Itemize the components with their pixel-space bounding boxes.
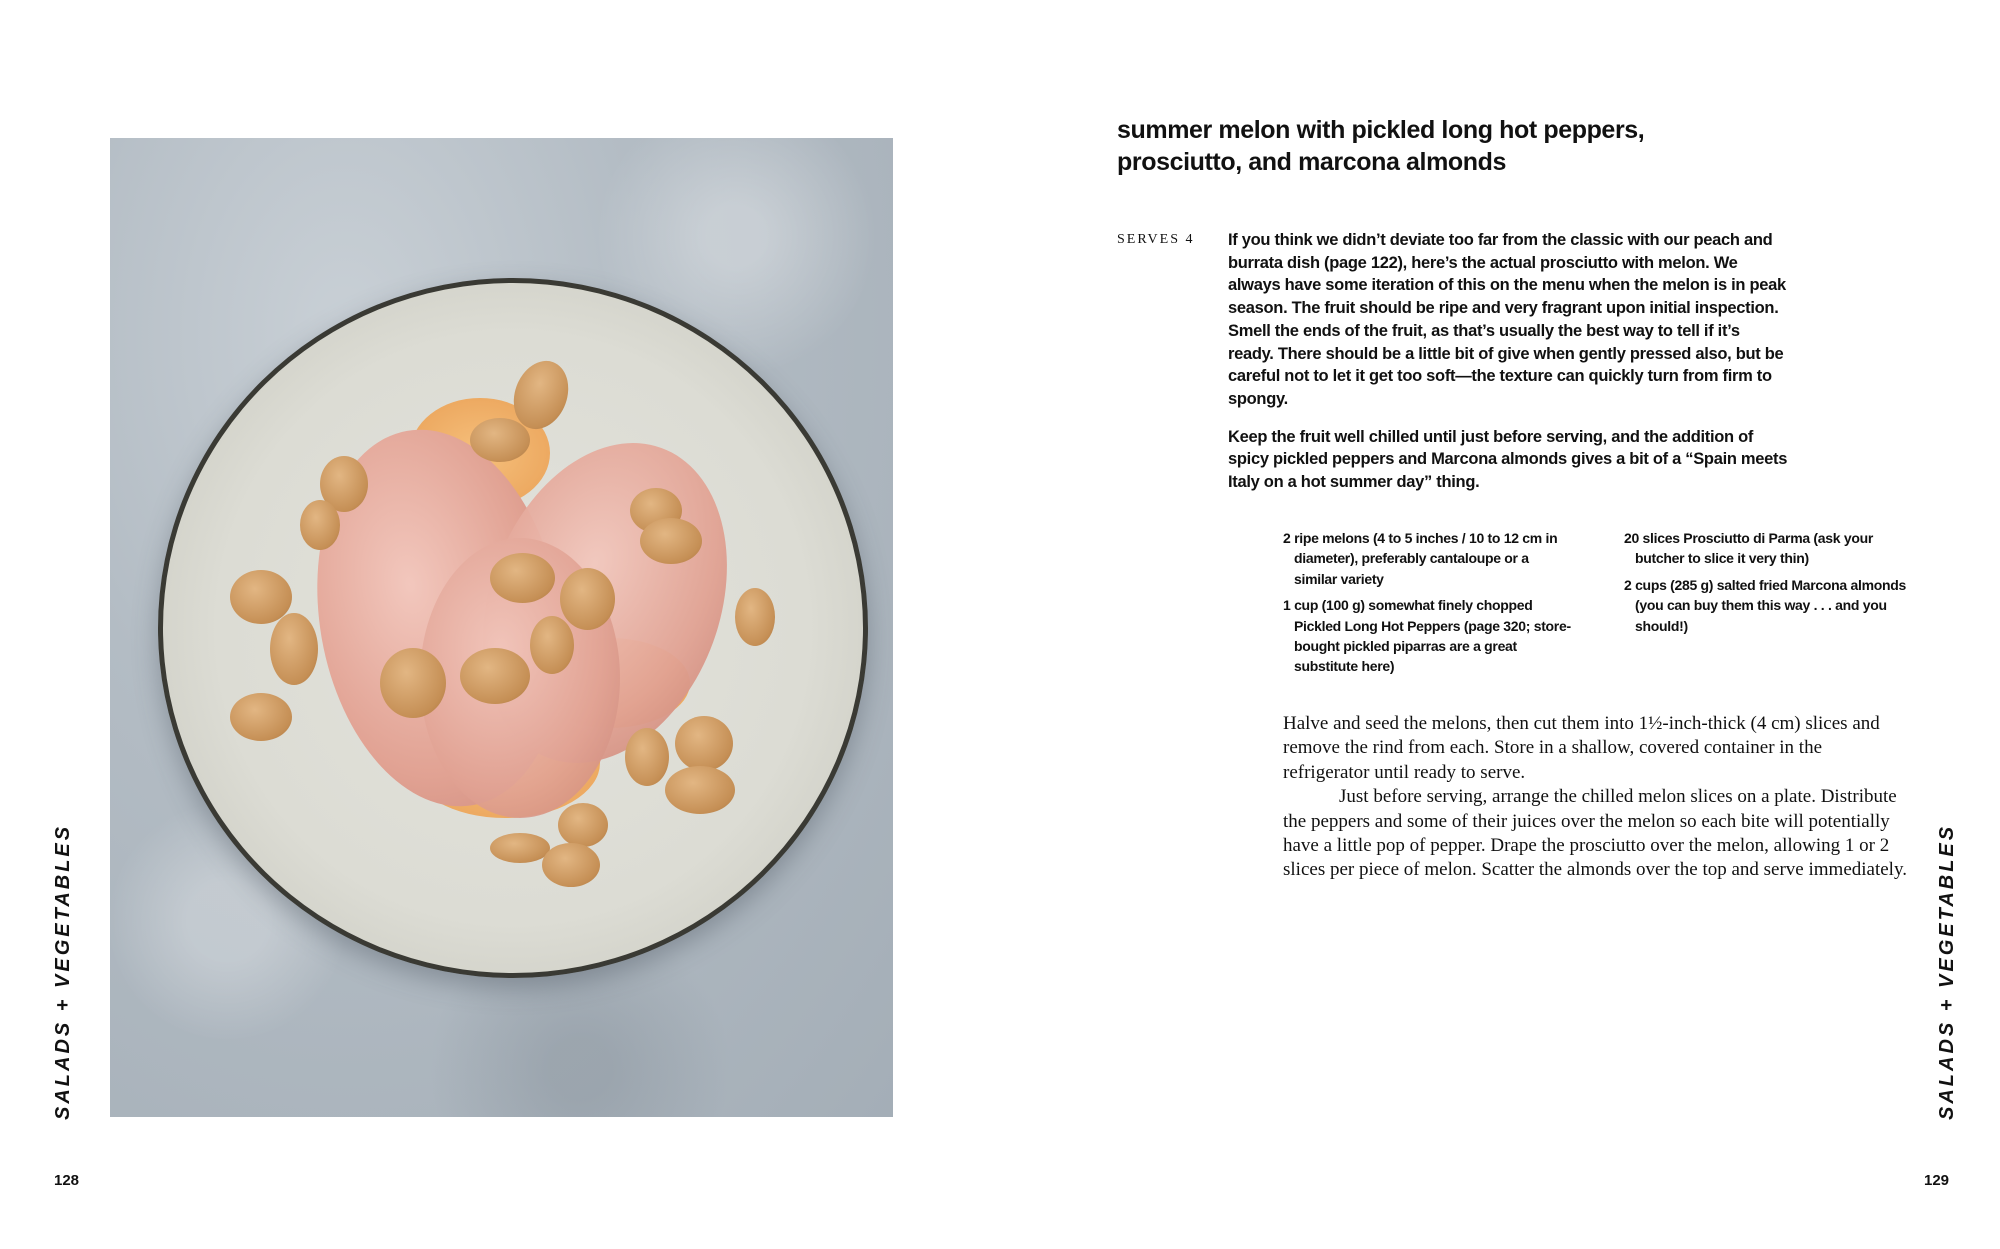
almond bbox=[490, 553, 555, 603]
almond bbox=[380, 648, 446, 718]
serves-label: SERVES 4 bbox=[1117, 232, 1195, 247]
method-paragraph: Halve and seed the melons, then cut them into 1½-inch-thick (4 cm) slices and remove the rind from each. Store in a shallow, covered container in the refrigerator until ready to serve. bbox=[1283, 713, 1880, 783]
almond bbox=[542, 843, 600, 887]
almond bbox=[675, 716, 733, 771]
almond bbox=[490, 833, 550, 863]
ingredients-column-2 bbox=[1624, 528, 1914, 642]
almond bbox=[735, 588, 775, 646]
recipe-title bbox=[1117, 114, 1644, 178]
intro-paragraph: Keep the fruit well chilled until just before serving, and the addition of spicy pickled peppers and Marcona almonds gives a bit of a “Spain meets Italy on a hot summer day” thing. bbox=[1228, 427, 1788, 492]
recipe-title-line: prosciutto, and marcona almonds bbox=[1117, 148, 1507, 176]
almond bbox=[640, 518, 702, 564]
section-label-left: SALADS + VEGETABLES bbox=[52, 823, 74, 1120]
almond bbox=[560, 568, 615, 630]
ingredient-item: 2 cups (285 g) salted fried Marcona almonds (you can buy them this way . . . and you should!) bbox=[1624, 576, 1906, 634]
method-paragraph: Just before serving, arrange the chilled melon slices on a plate. Distribute the peppers and some of their juices over the melon so each bite will potentially have a little pop of pepper. Drape the prosciutto over the melon, allowing 1 or 2 slices per piece of melon. Scatter the almonds over the top and serve immediately. bbox=[1283, 786, 1907, 881]
ingredient-item: 2 ripe melons (4 to 5 inches / 10 to 12 cm in diameter), preferably cantaloupe or a similar variety bbox=[1283, 530, 1558, 587]
almond bbox=[530, 616, 574, 674]
section-label-right: SALADS + VEGETABLES bbox=[1936, 823, 1958, 1120]
ingredients-column-1 bbox=[1283, 528, 1573, 683]
recipe-title-line: summer melon with pickled long hot peppers, bbox=[1117, 116, 1645, 144]
ingredient-item: 20 slices Prosciutto di Parma (ask your butcher to slice it very thin) bbox=[1624, 530, 1873, 567]
recipe-intro bbox=[1228, 229, 1788, 509]
almond bbox=[558, 803, 608, 847]
recipe-photo bbox=[110, 138, 893, 1117]
almond bbox=[665, 766, 735, 814]
almond bbox=[470, 418, 530, 462]
almond bbox=[460, 648, 530, 704]
intro-paragraph: If you think we didn’t deviate too far from the classic with our peach and burrata dish (page 122), here’s the actual prosciutto with melon. We always have some iteration of this on the menu when the melon is in peak season. The fruit should be ripe and very fragrant upon initial inspection. Smell the ends of the fruit, as that’s usually the best way to tell if it’s ready. There should be a little bit of give when gently pressed also, but be careful not to let it get too soft—the texture can quickly turn from firm to spongy. bbox=[1228, 231, 1786, 408]
almond bbox=[625, 728, 669, 786]
almond bbox=[300, 500, 340, 550]
almond bbox=[270, 613, 318, 685]
almond bbox=[230, 693, 292, 741]
page-number-left: 128 bbox=[54, 1172, 80, 1189]
ingredient-item: 1 cup (100 g) somewhat finely chopped Pickled Long Hot Peppers (page 320; store-bought pickled piparras are a great substitute here) bbox=[1283, 597, 1571, 675]
recipe-method bbox=[1283, 712, 1913, 883]
page-number-right: 129 bbox=[1924, 1172, 1950, 1189]
